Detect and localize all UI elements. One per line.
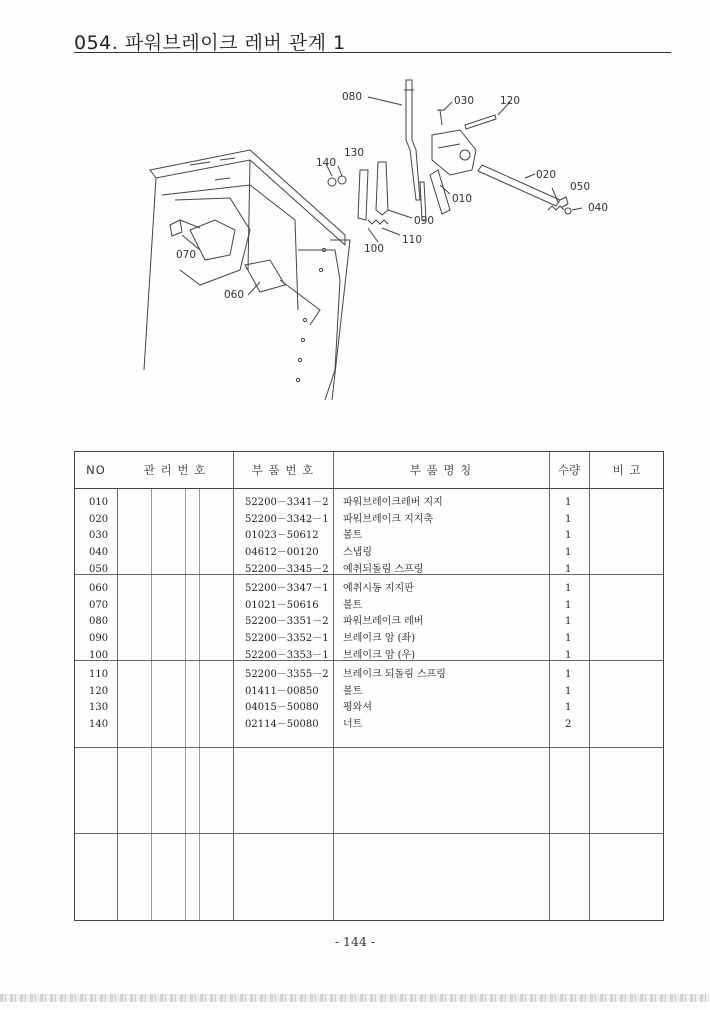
row-no: 070 xyxy=(89,599,109,611)
row-no: 080 xyxy=(89,616,109,628)
callout-110: 110 xyxy=(402,234,423,246)
row-part-no: 52200－3342－1 xyxy=(245,513,329,525)
callout-060: 060 xyxy=(224,289,245,301)
row-part-no: 52200－3355－2 xyxy=(245,669,329,680)
row-qty: 2 xyxy=(565,719,572,731)
row-part-no: 01021－50616 xyxy=(245,599,319,611)
row-part-no: 52200－3352－1 xyxy=(245,633,329,645)
row-part-name: 예취되돌림 스프링 xyxy=(343,563,424,575)
row-no: 030 xyxy=(89,530,109,542)
bolt-120 xyxy=(465,115,496,129)
header-part-no: 부 품 번 호 xyxy=(251,463,315,477)
row-qty: 1 xyxy=(565,497,572,508)
row-part-no: 52200－3351－2 xyxy=(245,616,329,628)
row-part-name: 파워브레이크레버 지지 xyxy=(343,497,443,508)
row-no: 140 xyxy=(89,719,109,731)
row-part-no: 04612－00120 xyxy=(245,547,319,559)
row-part-no: 52200－3347－1 xyxy=(245,583,329,594)
header-mgmt: 관 리 번 호 xyxy=(117,452,233,488)
row-part-name: 스냅링 xyxy=(343,547,372,559)
row-qty: 1 xyxy=(565,685,572,697)
callout-120: 120 xyxy=(500,95,521,107)
callout-010: 010 xyxy=(452,193,473,205)
row-no: 020 xyxy=(89,513,109,525)
row-qty: 1 xyxy=(565,563,572,575)
row-part-no: 52200－3345－2 xyxy=(245,563,329,575)
row-part-no: 01411－00850 xyxy=(245,685,319,697)
row-part-name: 너트 xyxy=(343,719,363,731)
callout-030: 030 xyxy=(454,95,475,107)
row-qty: 1 xyxy=(565,633,572,645)
callout-050: 050 xyxy=(570,181,591,193)
row-part-name: 브레이크 암 (우) xyxy=(343,649,416,661)
row-no: 060 xyxy=(89,583,109,594)
row-qty: 1 xyxy=(565,702,572,714)
washer-130 xyxy=(338,176,346,184)
header-part-name: 부 품 명 칭 xyxy=(409,463,473,477)
row-part-name: 예취시동 지지판 xyxy=(343,583,414,594)
row-no: 090 xyxy=(89,633,109,645)
lever-080 xyxy=(406,80,420,200)
callout-140: 140 xyxy=(316,157,337,169)
callout-070: 070 xyxy=(176,249,197,261)
row-part-no: 52200－3341－2 xyxy=(245,497,329,508)
row-part-no: 02114－50080 xyxy=(245,719,319,731)
bolt-070 xyxy=(170,220,182,236)
parts-table xyxy=(74,451,664,921)
row-no: 100 xyxy=(89,649,109,661)
plate-060 xyxy=(245,260,285,292)
row-qty: 1 xyxy=(565,547,572,559)
row-part-name: 볼트 xyxy=(343,685,363,697)
arm-090 xyxy=(376,162,388,215)
row-no: 130 xyxy=(89,702,109,714)
row-no: 050 xyxy=(89,563,109,575)
callout-040: 040 xyxy=(588,202,609,214)
row-qty: 1 xyxy=(565,616,572,628)
row-qty: 1 xyxy=(565,649,572,661)
row-no: 010 xyxy=(89,497,109,508)
callout-020: 020 xyxy=(536,169,557,181)
snap-ring-040 xyxy=(565,208,571,214)
spring-110 xyxy=(368,220,388,224)
row-qty: 1 xyxy=(565,530,572,542)
row-part-name: 파워브레이크 레버 xyxy=(343,616,424,628)
row-part-name: 평와셔 xyxy=(343,702,372,714)
arm-100 xyxy=(358,170,368,220)
row-part-no: 01023－50612 xyxy=(245,530,319,542)
row-part-no: 52200－3353－1 xyxy=(245,649,329,661)
row-qty: 1 xyxy=(565,669,572,680)
row-part-name: 볼트 xyxy=(343,530,363,542)
title-underline xyxy=(74,52,671,53)
row-part-name: 볼트 xyxy=(343,599,363,611)
frame-left-edge xyxy=(144,178,156,370)
page-title: 054. 파워브레이크 레버 관계 1 xyxy=(74,32,346,54)
row-no: 110 xyxy=(89,669,109,680)
callout-100: 100 xyxy=(364,243,385,255)
row-qty: 1 xyxy=(565,513,572,525)
row-part-no: 04015－50080 xyxy=(245,702,319,714)
row-qty: 1 xyxy=(565,583,572,594)
parts-diagram xyxy=(120,70,640,410)
scan-artifact xyxy=(0,994,710,1002)
spring-050 xyxy=(548,206,564,210)
header-remark: 비 고 xyxy=(612,463,642,477)
header-no: NO xyxy=(86,463,106,477)
nut-140 xyxy=(328,178,336,186)
callout-080: 080 xyxy=(342,91,363,103)
header-qty: 수량 xyxy=(557,463,581,477)
row-qty: 1 xyxy=(565,599,572,611)
row-part-name: 파워브레이크 지지축 xyxy=(343,513,434,525)
row-part-name: 브레이크 되돌림 스프링 xyxy=(343,669,446,680)
page-number: - 144 - xyxy=(334,934,376,949)
row-no: 040 xyxy=(89,547,109,559)
callout-090: 090 xyxy=(414,215,435,227)
row-no: 120 xyxy=(89,685,109,697)
row-part-name: 브레이크 암 (좌) xyxy=(343,633,416,645)
bolt-030 xyxy=(437,110,445,125)
callout-130: 130 xyxy=(344,147,365,159)
